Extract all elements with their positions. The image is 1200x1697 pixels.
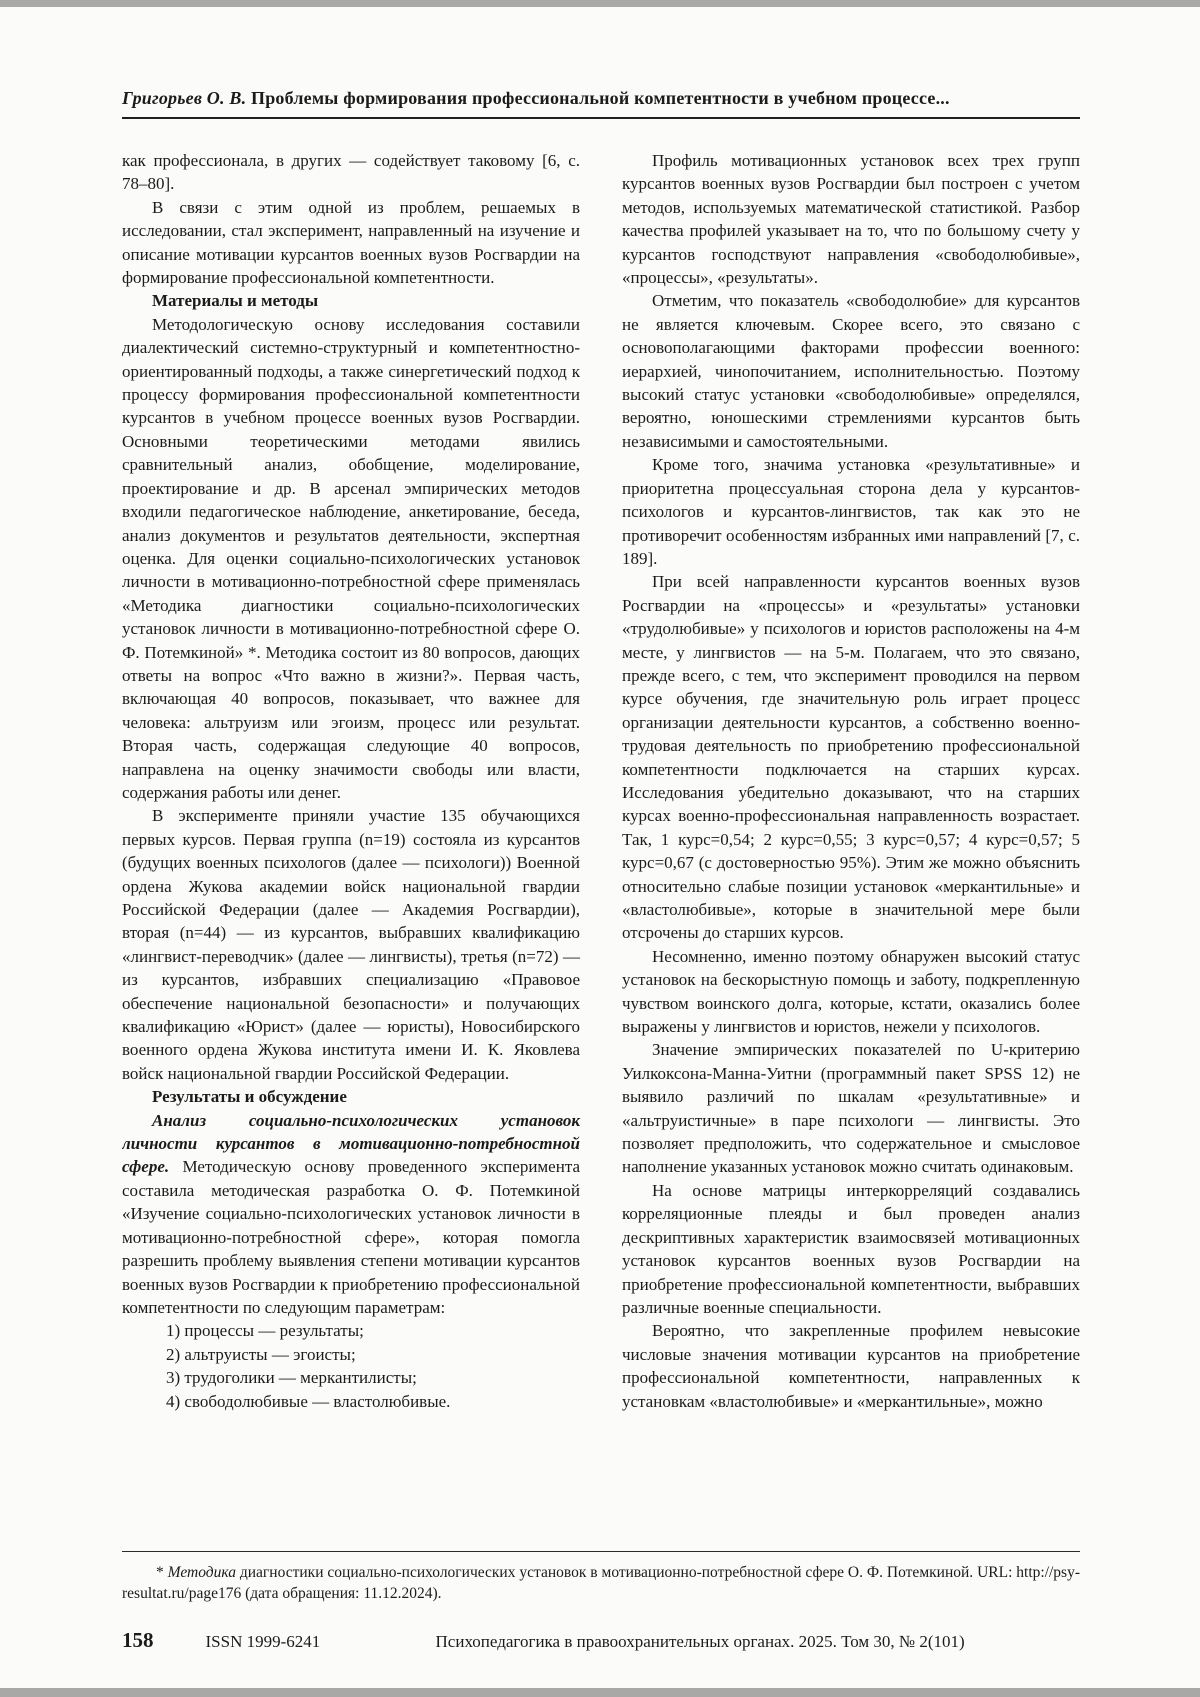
paragraph: как профессионала, в других — содействует таковому [6, с. 78–80]. bbox=[122, 151, 580, 194]
page-number: 158 bbox=[122, 1628, 154, 1652]
paragraph: Значение эмпирических показателей по U-критерию Уилкоксона-Манна-Уитни (программный пакет SPSS 12) не выявило различий по шкалам «результативные» и «альтруистичные» в паре психологи — лингвисты. Это позволяет предположить, что содержательное и смысловое наполнение указанных установок можно считать одинаковым. bbox=[622, 1040, 1080, 1177]
paragraph: В связи с этим одной из проблем, решаемых в исследовании, стал эксперимент, направленный на изучение и описание мотивации курсантов военных вузов Росгвардии на формирование профессиональной компетентности. bbox=[122, 197, 580, 288]
list-item: 4) свободолюбивые — властолюбивые. bbox=[166, 1391, 451, 1411]
section-heading: Результаты и обсуждение bbox=[152, 1087, 347, 1107]
running-head-title: Проблемы формирования профессиональной компетентности в учебном процессе... bbox=[251, 88, 950, 108]
paragraph: Анализ социально-психологических установок личности курсантов в мотивационно-потребностной сфере. Методическую основу проведенного эксперимента составила методическая разработка О. Ф. Потемкиной «Изучение социально-психологических установок личности в мотивационно-потребностной сфере», которая помогла разрешить проблему выявления степени мотивации курсантов военных вузов Росгвардии к приобретению профессиональной компетентности по следующим параметрам: bbox=[122, 1110, 580, 1317]
issn: ISSN 1999-6241 bbox=[205, 1632, 321, 1651]
paragraph: В эксперименте приняли участие 135 обучающихся первых курсов. Первая группа (n=19) состояла из курсантов (будущих военных психологов (далее — психологи)) Военной ордена Жукова академии войск национальной гвардии Российской Федерации (далее — Академия Росгвардии), вторая (n=44) — из курсантов, выбравших квалификацию «лингвист-переводчик» (далее — лингвисты), третья (n=72) — из курсантов, избравших специализацию «Правовое обеспечение национальной безопасности» и получающих квалификацию «Юрист» (далее — юристы), Новосибирского военного ордена Жукова института имени И. К. Яковлева войск национальной гвардии Российской Федерации. bbox=[122, 806, 580, 1083]
footnote-rule bbox=[122, 1551, 1080, 1552]
paragraph: Методологическую основу исследования составили диалектический системно-структурный и компетентностно-ориентированный подходы, а также синергетический подход к процессу формирования профессиональной компетентности курсантов в учебном процессе военных вузов Росгвардии. Основными теоретическими методами явились сравнительный анализ, обобщение, моделирование, проектирование и др. В арсенал эмпирических методов входили педагогическое наблюдение, анкетирование, беседа, анализ документов и результатов деятельности, экспертная оценка. Для оценки социально-психологических установок личности в мотивационно-потребностной сфере применялась «Методика диагностики социально-психологических установок личности в мотивационно-потребностной сфере О. Ф. Потемкиной» *. Методика состоит из 80 вопросов, дающих ответы на вопрос «Что важно в жизни?». Первая часть, включающая 40 вопросов, показывает, что важнее для человека: альтруизм или эгоизм, процесс или результат. Вторая часть, содержащая следующие 40 вопросов, направлена на оценку значимости свободы или власти, содержания работы или денег. bbox=[122, 314, 580, 802]
section-heading: Материалы и методы bbox=[152, 291, 319, 311]
running-head-author: Григорьев О. В. bbox=[122, 88, 247, 108]
paragraph-lead: Анализ социально-психологических установок личности курсантов в мотивационно-потребностной сфере. bbox=[122, 1110, 580, 1177]
paragraph: Профиль мотивационных установок всех трех групп курсантов военных вузов Росгвардии был построен с учетом методов, используемых математической статистикой. Разбор качества профилей указывает на то, что по большому счету у курсантов господствуют направления «свободолюбивые», «процессы», «результаты». bbox=[622, 151, 1080, 288]
footnote-text: диагностики социально-психологических установок в мотивационно-потребностной сфере О. Ф. Потемкиной. URL: http://psy-resultat.ru/page176 (дата обращения: 11.12.2024). bbox=[122, 1564, 1080, 1602]
left-column bbox=[122, 149, 580, 1551]
right-column bbox=[622, 149, 1080, 1551]
footnote bbox=[122, 1562, 1080, 1604]
running-head bbox=[122, 88, 1080, 109]
list-item: 1) процессы — результаты; bbox=[166, 1321, 364, 1341]
list-item: 3) трудоголики — меркантилисты; bbox=[166, 1368, 417, 1388]
journal-info: Психопедагогика в правоохранительных органах. 2025. Том 30, № 2(101) bbox=[435, 1632, 965, 1651]
article-body bbox=[122, 149, 1080, 1551]
paragraph: Отметим, что показатель «свободолюбие» для курсантов не является ключевым. Скорее всего, это связано с основополагающими факторами профессии военного: иерархией, чинопочитанием, исполнительностью. Поэтому высокий статус установки «свободолюбивые» определялся, вероятно, юношескими стремлениями курсантов быть независимыми и самостоятельными. bbox=[622, 291, 1080, 451]
paragraph: При всей направленности курсантов военных вузов Росгвардии на «процессы» и «результаты» установки «трудолюбивые» у психологов и юристов расположены на 4-м месте, у лингвистов — на 5-м. Полагаем, что это связано, прежде всего, с тем, что эксперимент проводился на первом курсе обучения, где значительную роль играет процесс организации деятельности курсантов, а собственно военно-трудовая деятельность по приобретению профессиональной компетентности подключается на старших курсах. Исследования убедительно доказывают, что на старших курсах военно-профессиональная направленность возрастает. Так, 1 курс=0,54; 2 курс=0,55; 3 курс=0,57; 4 курс=0,57; 5 курс=0,67 (с достоверностью 95%). Этим же можно объяснить относительно слабые позиции установок «меркантильные» и «властолюбивые», которые в значительной мере были отсрочены до старших курсов. bbox=[622, 572, 1080, 943]
paragraph: Кроме того, значима установка «результативные» и приоритетна процессуальная сторона дела у курсантов-психологов и курсантов-лингвистов, так как это не противоречит особенностям избранных ими направлений [7, с. 189]. bbox=[622, 455, 1080, 568]
paragraph: Несомненно, именно поэтому обнаружен высокий статус установок на бескорыстную помощь и заботу, подкрепленную чувством воинского долга, которые, кстати, оказались более выражены у лингвистов и юристов, нежели у психологов. bbox=[622, 946, 1080, 1037]
page-footer bbox=[122, 1628, 1080, 1697]
list-item: 2) альтруисты — эгоисты; bbox=[166, 1344, 356, 1364]
paragraph: Вероятно, что закрепленные профилем невысокие числовые значения мотивации курсантов на приобретение профессиональной компетентности, направленных к установкам «властолюбивые» и «меркантильные», можно bbox=[622, 1321, 1080, 1411]
header-rule bbox=[122, 117, 1080, 119]
paragraph: На основе матрицы интеркорреляций создавались корреляционные плеяды и был проведен анализ дескриптивных характеристик взаимосвязей мотивационных установок курсантов военных вузов Росгвардии на приобретение профессиональной компетентности, выбравших различные военные специальности. bbox=[622, 1180, 1080, 1317]
footnote-marker: * bbox=[156, 1564, 164, 1581]
footnote-lead: Методика bbox=[167, 1564, 236, 1581]
